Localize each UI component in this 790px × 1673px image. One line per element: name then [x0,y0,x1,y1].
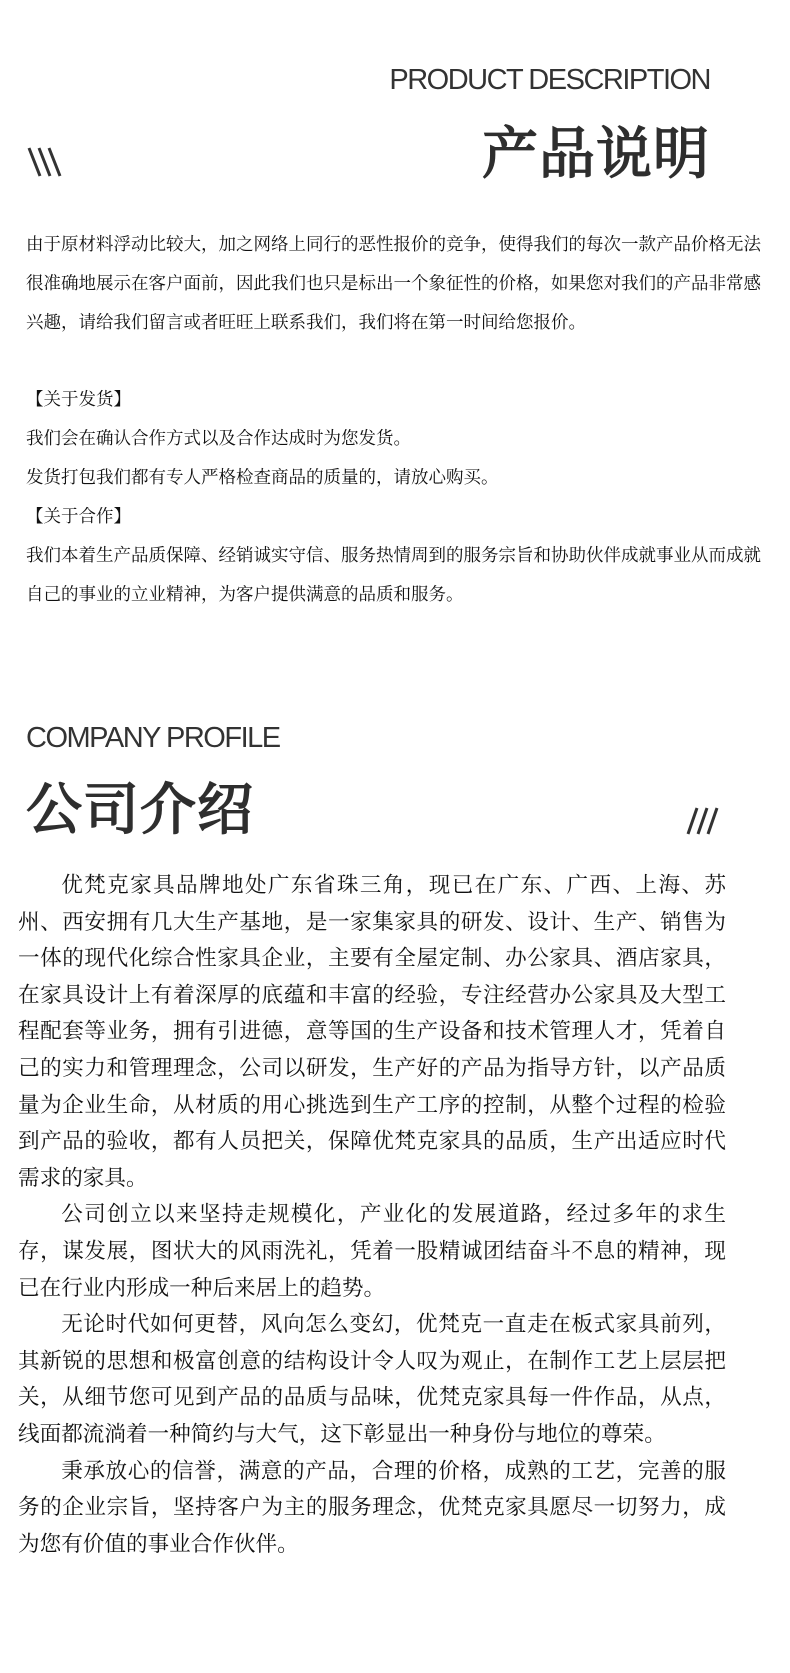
shipping-line-2: 发货打包我们都有专人严格检查商品的质量的，请放心购买。 [26,468,499,488]
shipping-line-1: 我们会在确认合作方式以及合作达成时为您发货。 [26,429,411,449]
company-profile-title-cn: 公司介绍 [26,778,254,843]
product-description-body [26,226,766,615]
cooperation-text: 我们本着生产品质保障、经销诚实守信、服务热情周到的服务宗旨和协助伙伴成就事业从而成就自己的事业的立业精神，为客户提供满意的品质和服务。 [26,546,761,605]
product-intro-text: 由于原材料浮动比较大，加之网络上同行的恶性报价的竞争，使得我们的每次一款产品价格无法很准确地展示在客户面前，因此我们也只是标出一个象征性的价格，如果您对我们的产品非常感兴趣，请给我们留言或者旺旺上联系我们，我们将在第一时间给您报价。 [26,235,761,333]
company-paragraph: 无论时代如何更替，风向怎么变幻，优梵克一直走在板式家具前列，其新锐的思想和极富创意的结构设计令人叹为观止，在制作工艺上层层把关，从细节您可见到产品的品质与品味，优梵克家具每一件作品，从点，线面都流淌着一种简约与大气，这下彰显出一种身份与地位的尊荣。 [18,1312,726,1447]
triple-slash-icon [678,802,720,838]
company-profile-body [18,868,726,1563]
company-paragraph: 秉承放心的信誉，满意的产品，合理的价格，成熟的工艺，完善的服务的企业宗旨，坚持客户为主的服务理念，优梵克家具愿尽一切努力，成为您有价值的事业合作伙伴。 [18,1458,726,1557]
shipping-heading: 【关于发货】 [26,390,131,410]
product-description-title-cn: 产品说明 [482,122,710,187]
product-description-title-en: PRODUCT DESCRIPTION [389,64,710,96]
cooperation-heading: 【关于合作】 [26,507,131,527]
company-paragraph: 优梵克家具品牌地处广东省珠三角，现已在广东、广西、上海、苏州、西安拥有几大生产基地，是一家集家具的研发、设计、生产、销售为一体的现代化综合性家具企业，主要有全屋定制、办公家具、酒店家具，在家具设计上有着深厚的底蕴和丰富的经验，专注经营办公家具及大型工程配套等业务，拥有引进德，意等国的生产设备和技术管理人才，凭着自己的实力和管理理念，公司以研发，生产好的产品为指导方针，以产品质量为企业生命，从材质的用心挑选到生产工序的控制，从整个过程的检验到产品的验收，都有人员把关，保障优梵克家具的品质，生产出适应时代需求的家具。 [18,873,726,1191]
triple-backslash-icon [26,142,68,182]
company-profile-title-en: COMPANY PROFILE [26,722,280,754]
company-paragraph: 公司创立以来坚持走规模化，产业化的发展道路，经过多年的求生存，谋发展，图状大的风雨洗礼，凭着一股精诚团结奋斗不息的精神，现已在行业内形成一种后来居上的趋势。 [18,1202,726,1301]
